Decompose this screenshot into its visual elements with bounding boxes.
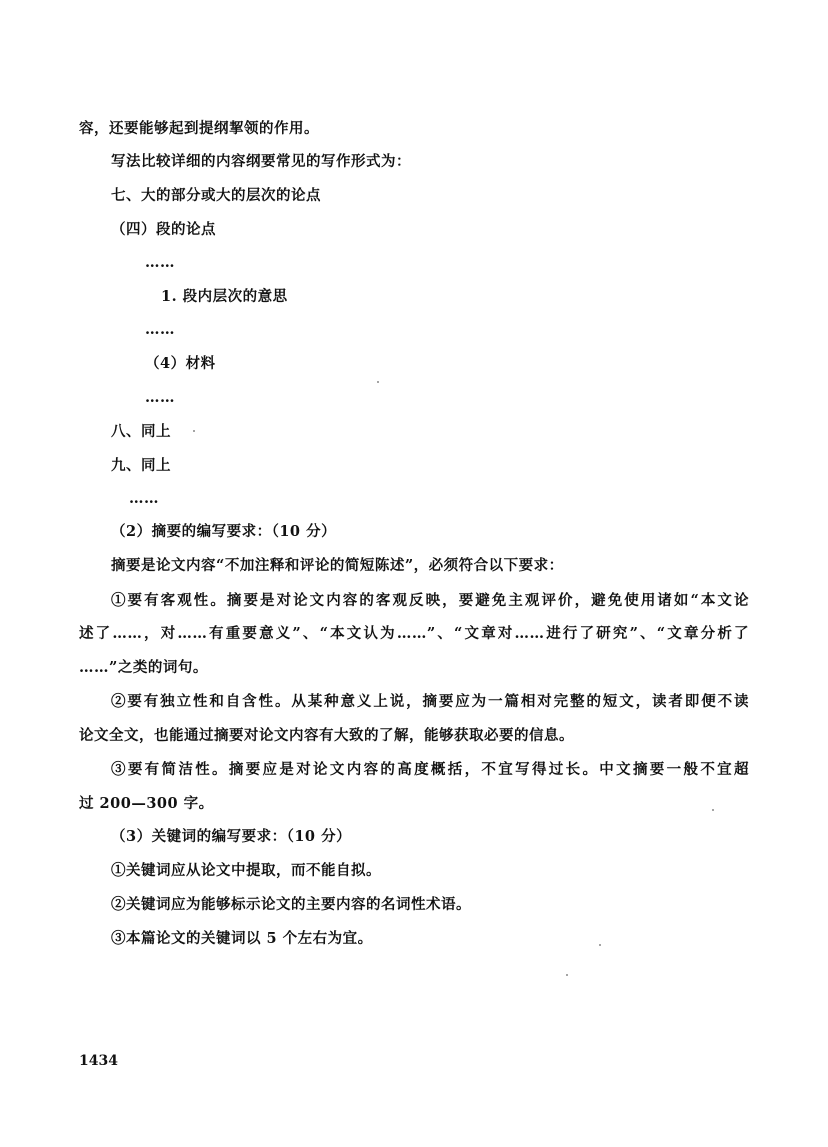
- text-line: 论文全文，也能通过摘要对论文内容有大致的了解，能够获取必要的信息。: [79, 727, 574, 744]
- heading-line: 七、大的部分或大的层次的论点: [111, 187, 321, 204]
- scan-speck: [566, 974, 568, 976]
- text-line: ①要有客观性。摘要是对论文内容的客观反映，要避免主观评价，避免使用诸如“本文论: [111, 592, 749, 609]
- heading-line: （四）段的论点: [111, 221, 216, 238]
- text-line: ③要有简洁性。摘要应是对论文内容的高度概括，不宜写得过长。中文摘要一般不宜超: [111, 761, 749, 778]
- text-line: 摘要是论文内容“不加注释和评论的简短陈述”，必须符合以下要求：: [111, 557, 564, 574]
- heading-line: 九、同上: [111, 457, 171, 474]
- text-line: 容，还要能够起到提纲挈领的作用。: [79, 120, 319, 137]
- ellipsis-line: ……: [145, 321, 175, 338]
- section-heading: （3）关键词的编写要求：（10 分）: [111, 828, 352, 845]
- heading-line: （4）材料: [145, 355, 216, 372]
- scan-speck: [712, 809, 714, 811]
- scan-speck: [377, 381, 379, 383]
- text-line: 过 200—300 字。: [79, 795, 214, 812]
- text-line: ②关键词应为能够标示论文的主要内容的名词性术语。: [111, 896, 471, 913]
- scan-speck: [599, 944, 601, 946]
- heading-line: 1. 段内层次的意思: [161, 288, 288, 305]
- ellipsis-line: ……: [129, 490, 159, 507]
- text-line: ……”之类的词句。: [79, 659, 208, 676]
- scan-speck: [193, 430, 195, 432]
- text-line: ②要有独立性和自含性。从某种意义上说，摘要应为一篇相对完整的短文，读者即便不读: [111, 693, 749, 710]
- text-line: ③本篇论文的关键词以 5 个左右为宜。: [111, 930, 373, 947]
- ellipsis-line: ……: [145, 254, 175, 271]
- heading-line: 八、同上: [111, 423, 171, 440]
- text-line: ①关键词应从论文中提取，而不能自拟。: [111, 862, 381, 879]
- ellipsis-line: ……: [145, 389, 175, 406]
- text-line: 述了……，对……有重要意义”、“本文认为……”、“文章对……进行了研究”、“文章分析了: [79, 625, 749, 642]
- text-line: 写法比较详细的内容纲要常见的写作形式为：: [111, 153, 411, 170]
- section-heading: （2）摘要的编写要求：（10 分）: [111, 523, 337, 540]
- page-number: 1434: [79, 1053, 118, 1069]
